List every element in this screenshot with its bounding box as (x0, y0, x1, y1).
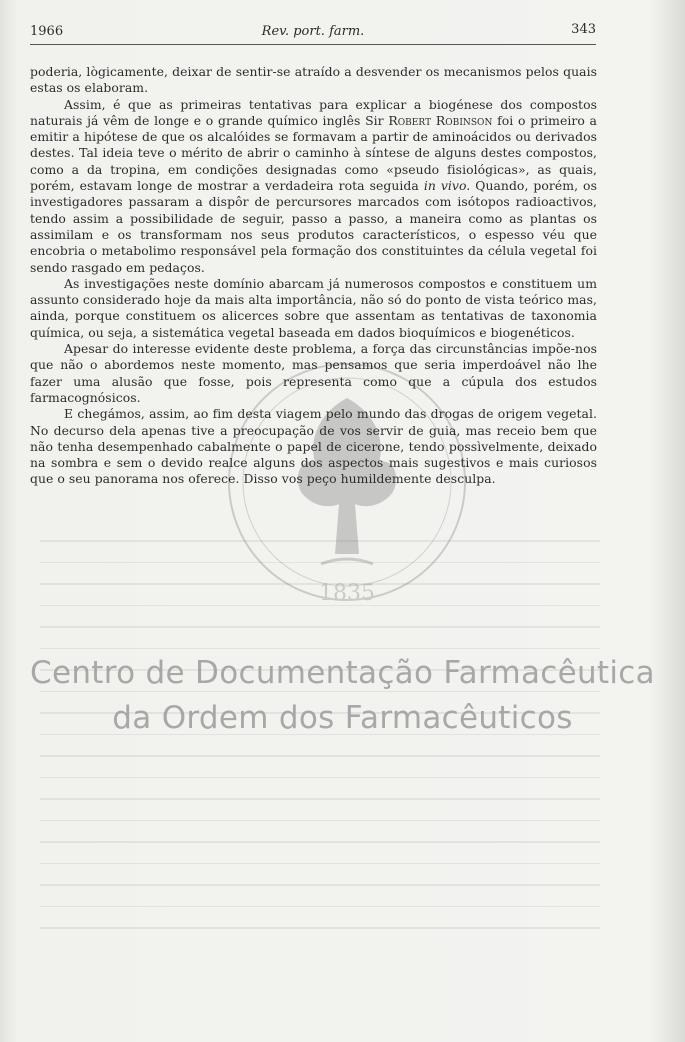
paragraph-2-part-a: Assim, é que as primeiras tentativas para explicar a biogénese dos compostos naturais já vêm de longe e o grande químico inglês Sir (30, 96, 597, 128)
running-header (30, 22, 596, 45)
paragraph-1: poderia, lògicamente, deixar de sentir-se atraído a desvender os mecanismos pelos quais estas os elaboram. (30, 64, 597, 96)
bleed-through-text (40, 540, 600, 980)
paragraph-2-part-c: Quando, porém, os investigadores passaram a dispôr de percursores marcados com isótopos radioactivos, tendo assim a possibilidade de seguir, passo a passo, a maneira como as plantas os assimilam e os transformam nos seus produtos característicos, o espesso véu que encobria o metabolimo responsável pela formação dos constituintes da célula vegetal foi sendo rasgado em pedaços. (30, 178, 597, 275)
author-name-robinson: Robert Robinson (388, 112, 493, 128)
paragraph-4: Apesar do interesse evidente deste problema, a força das circunstâncias impõe-nos que não o abordemos neste momento, mas pensamos que seria imperdoável não lhe fazer uma alusão que fosse, pois representa como que a cúpula dos estudos farmacognósicos. (30, 341, 597, 405)
header-journal-title: Rev. port. farm. (261, 24, 365, 39)
watermark-line-1: Centro de Documentação Farmacêutica (30, 655, 655, 691)
header-year: 1966 (30, 24, 64, 39)
paragraph-5: E chegámos, assim, ao fim desta viagem pelo mundo das drogas de origem vegetal. No decurso dela apenas tive a preocupação de vos servir de guia, mas receio bem que não tenha desempenhado cabalmente o papel de cicerone, tendo possìvelmente, deixado na sombra e sem o devido realce alguns dos aspectos mais sugestivos e mais curiosos que o seu panorama nos oferece. Disso vos peço humildemente desculpa. (30, 406, 597, 487)
seal-year: 1835 (319, 581, 375, 606)
watermark-line-2: da Ordem dos Farmacêuticos (112, 700, 573, 736)
paragraph-3: As investigações neste domínio abarcam já numerosos compostos e constituem um assunto considerado hoje da mais alta importância, não só do ponto de vista teórico mas, ainda, porque constituem os alicerces sobre que assentam as tentativas de taxonomia química, ou seja, a sistemática vegetal baseada em dados bioquímicos e biogenéticos. (30, 275, 597, 340)
header-page-number: 343 (571, 22, 596, 37)
paragraph-2-part-b: foi o primeiro a emitir a hipótese de que os alcalóides se formavam a partir de aminoácidos ou derivados destes. Tal ideia teve o mérito de abrir o caminho à síntese de alguns destes compostos, como a da tropina, em condições designadas como «pseudo fisiológicas», as quais, porém, estavam longe de mostrar a verdadeira rota seguida (30, 112, 597, 194)
paragraph-2 (30, 97, 597, 276)
article-body (30, 64, 597, 488)
in-vivo-term: in vivo. (423, 178, 471, 194)
